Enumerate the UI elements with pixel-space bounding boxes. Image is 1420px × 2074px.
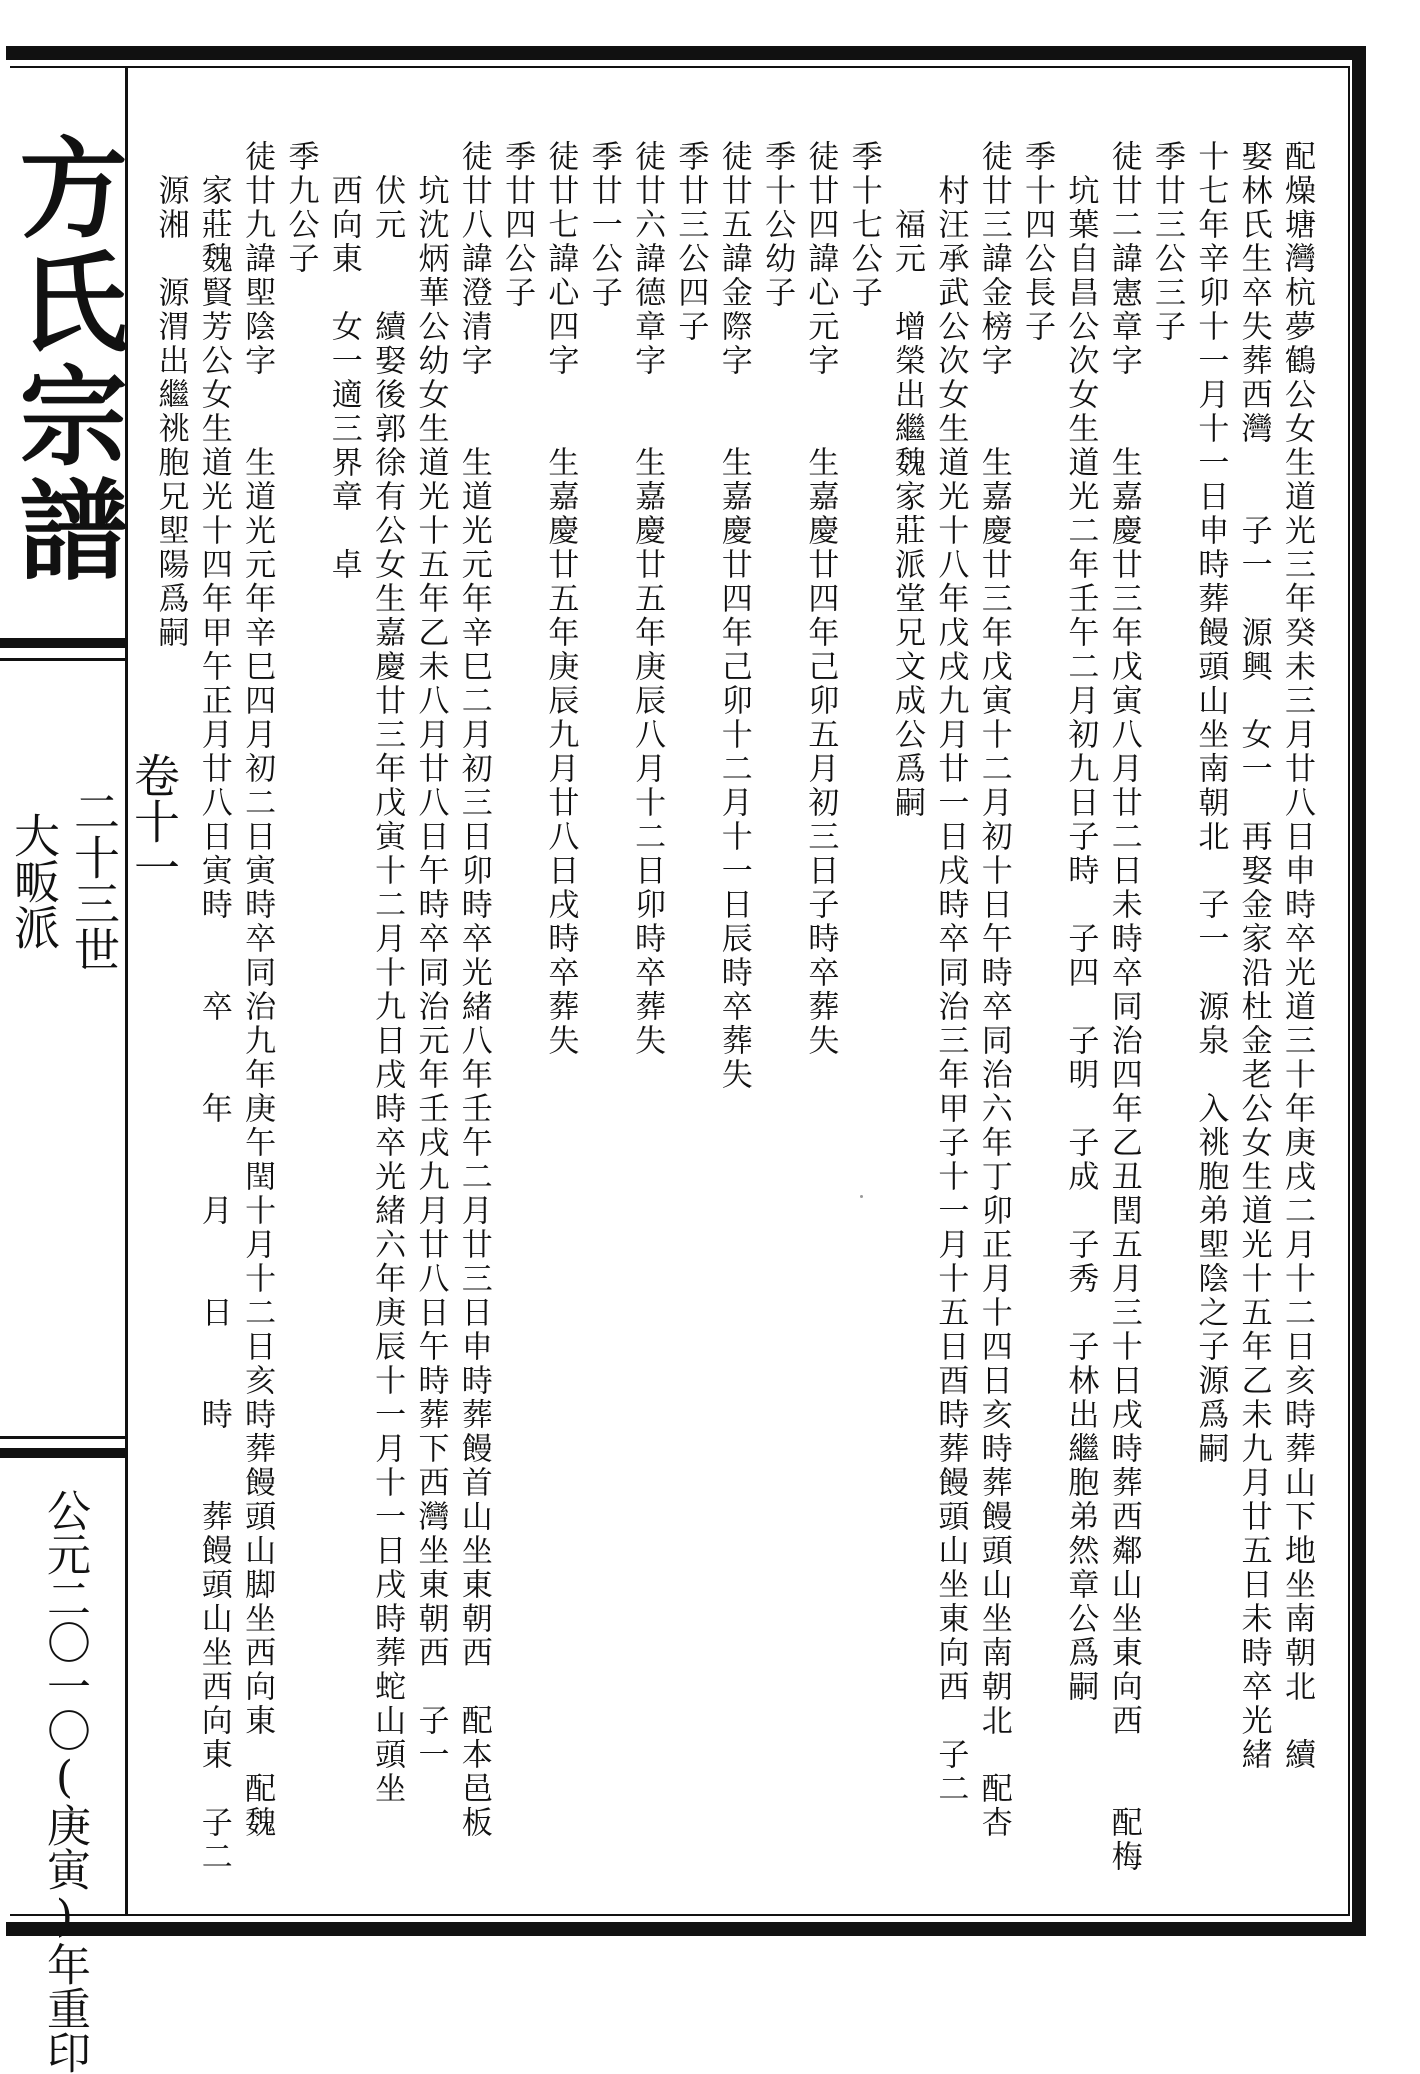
reprint-label: 公元二〇一〇(庚寅)年重印 [39, 1488, 90, 2074]
branch-label: 大畈派 [7, 812, 61, 950]
text-column: 徒廿九諱堲陰字 生道光元年辛巳四月初二日寅時卒同治九年庚午閏十月十二日亥時葬饅頭山脚坐西向東 配魏 [239, 140, 276, 1840]
text-column: 季廿四公子 [499, 140, 536, 310]
text-column: 徒廿五諱金際字 生嘉慶廿四年己卯十二月十一日辰時卒葬失 [715, 140, 752, 1092]
inner-rule-bottom [10, 1914, 1350, 1916]
inner-rule-top [10, 66, 1350, 68]
text-column: 季廿三公三子 [1149, 140, 1186, 344]
text-column: 十七年辛卯十一月十一日申時葬饅頭山坐南朝北 子一 源泉 入祧胞弟堲陰之子源爲嗣 [1192, 140, 1229, 1466]
text-column: 源湘 源渭出繼祧胞兄堲陽爲嗣 [152, 140, 189, 650]
text-column: 徒廿三諱金榜字 生嘉慶廿三年戊寅十二月初十日午時卒同治六年丁卯正月十四日亥時葬饅頭山坐南朝北 配杏 [975, 140, 1012, 1840]
reprint-line [0, 1488, 128, 2074]
text-column: 坑葉自昌公次女生道光二年壬午二月初九日子時 子四 子明 子成 子秀 子林出繼胞弟然章公爲嗣 [1062, 140, 1099, 1704]
margin-separator-thin [0, 1436, 128, 1439]
text-column: 季廿三公四子 [672, 140, 709, 344]
page-speck [860, 1195, 863, 1198]
genealogy-text [150, 140, 1320, 1890]
generation-label: 二十三世 [67, 788, 121, 972]
text-column: 坑沈炳華公幼女生道光十五年乙未八月廿八日午時卒同治元年壬戌九月廿八日午時葬下西灣坐東朝西 子一 [412, 140, 449, 1772]
text-column: 福元 增榮出繼魏家莊派堂兄文成公爲嗣 [889, 140, 926, 820]
text-column: 徒廿六諱德章字 生嘉慶廿五年庚辰八月十二日卯時卒葬失 [629, 140, 666, 1058]
text-column: 徒廿二諱憲章字 生嘉慶廿三年戊寅八月廿二日未時卒同治四年乙丑閏五月三十日戌時葬西鄰山坐東向西 配梅 [1105, 140, 1142, 1874]
text-column: 伏元 續娶後郭徐有公女生嘉慶廿三年戊寅十二月十九日戌時卒光緒六年庚辰十一月十一日戌時葬蛇山頭坐 [369, 140, 406, 1806]
margin-info [0, 752, 181, 1412]
text-column: 徒廿四諱心元字 生嘉慶廿四年己卯五月初三日子時卒葬失 [802, 140, 839, 1058]
text-column: 季十四公長子 [1019, 140, 1056, 344]
text-column: 西向東 女一適三界章 卓 [325, 140, 362, 582]
text-column: 村汪承武公次女生道光十八年戊戌九月廿一日戌時卒同治三年甲子十一月十五日酉時葬饅頭山坐東向西 子二 [932, 140, 969, 1806]
text-column: 徒廿七諱心四字 生嘉慶廿五年庚辰九月廿八日戌時卒葬失 [542, 140, 579, 1058]
page-number [0, 822, 4, 1412]
text-column: 季十公幼子 [759, 140, 796, 310]
text-column: 娶林氏生卒失葬西灣 子一 源興 女一 再娶金家沿杜金老公女生道光十五年乙未九月廿五日未時卒光緒 [1235, 140, 1272, 1772]
volume-label: 卷十一 [127, 752, 181, 890]
text-column: 季九公子 [282, 140, 319, 276]
text-column: 配燥塘灣杭夢鶴公女生道光三年癸未三月廿八日申時卒光道三十年庚戌二月十二日亥時葬山下地坐南朝北 續 [1279, 140, 1315, 1772]
text-column: 徒廿八諱澄清字 生道光元年辛巳二月初三日卯時卒光緒八年壬午二月廿三日申時葬饅首山坐東朝西 配本邑板 [455, 140, 492, 1840]
text-column: 季廿一公子 [585, 140, 622, 310]
text-column: 季十七公子 [845, 140, 882, 310]
inner-rule-right [1348, 66, 1350, 1916]
margin-separator-thin [0, 658, 128, 661]
text-column: 家莊魏賢芳公女生道光十四年甲午正月廿八日寅時 卒 年 月 日 時 葬饅頭山坐西向東 子二 [195, 140, 232, 1874]
margin-separator-thick [0, 1448, 128, 1458]
book-title: 方氏宗譜 [1, 132, 127, 588]
